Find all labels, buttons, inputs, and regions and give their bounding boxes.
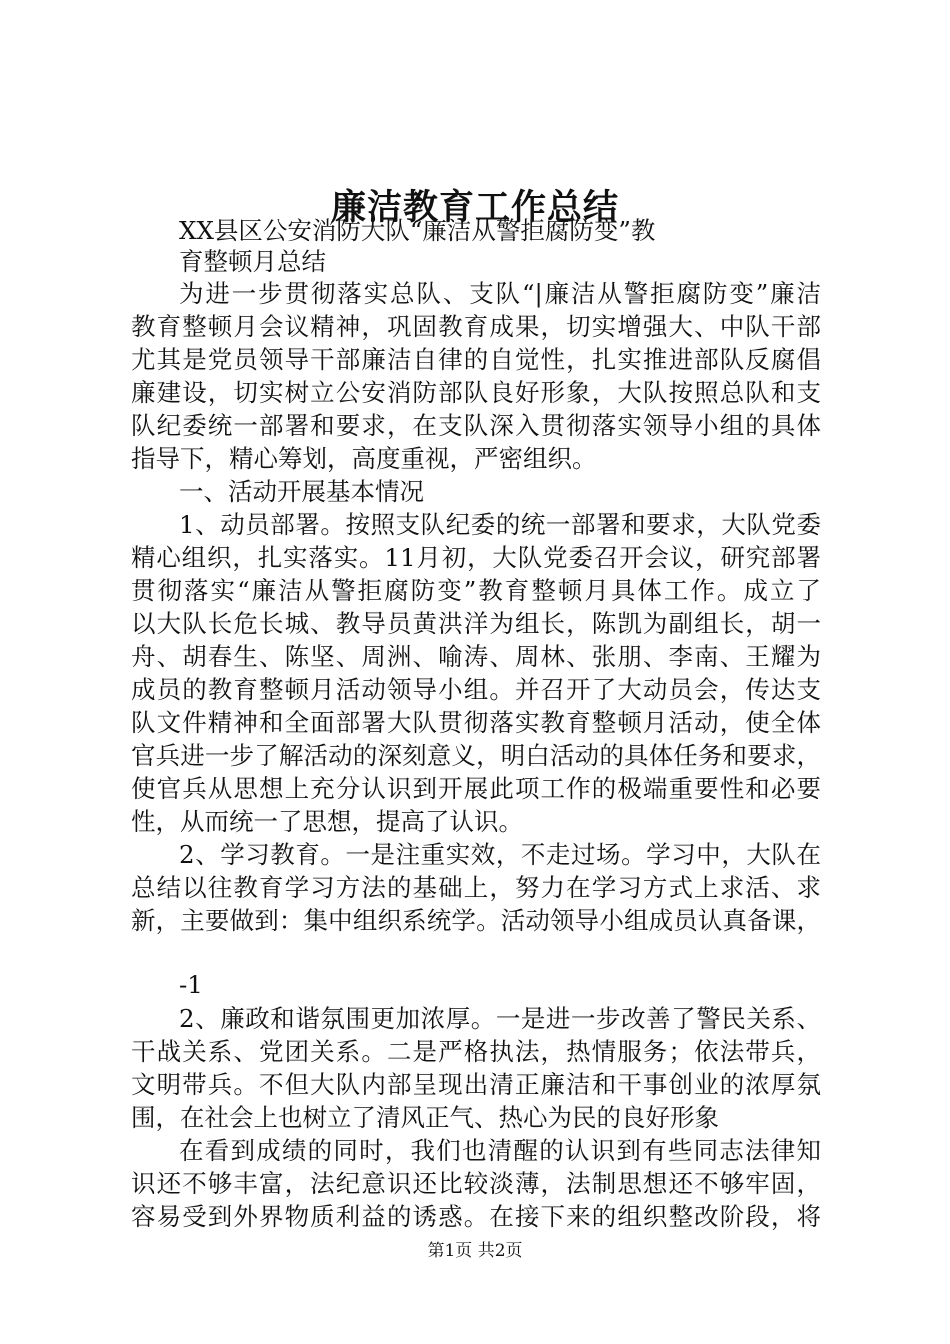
paragraph-intro-line: 队纪委统一部署和要求，在支队深入贯彻落实领导小组的具体 xyxy=(131,411,821,440)
paragraph-mobilization-line: 成员的教育整顿月活动领导小组。并召开了大动员会，传达支 xyxy=(131,675,821,704)
paragraph-shortcomings-line: 识还不够丰富，法纪意识还比较淡薄，法制思想还不够牢固， xyxy=(131,1169,821,1198)
paragraph-mobilization-line: 以大队长危长城、教导员黄洪洋为组长，陈凯为副组长，胡一 xyxy=(131,609,821,638)
paragraph-study-line: 总结以往教育学习方法的基础上，努力在学习方式上求活、求 xyxy=(131,873,821,902)
paragraph-mobilization-line: 1、动员部署。按照支队纪委的统一部署和要求，大队党委 xyxy=(179,510,821,539)
paragraph-mobilization-line: 队文件精神和全面部署大队贯彻落实教育整顿月活动，使全体 xyxy=(131,708,821,737)
paragraph-intro-line: 为进一步贯彻落实总队、支队“|廉洁从警拒腐防变”廉洁 xyxy=(179,279,821,308)
paragraph-mobilization-line: 性，从而统一了思想，提高了认识。 xyxy=(131,807,523,836)
paragraph-mobilization-line: 贯彻落实“廉洁从警拒腐防变”教育整顿月具体工作。成立了 xyxy=(131,576,821,605)
paragraph-study-line: 新，主要做到：集中组织系统学。活动领导小组成员认真备课， xyxy=(131,906,821,935)
paragraph-mobilization-line: 官兵进一步了解活动的深刻意义，明白活动的具体任务和要求， xyxy=(131,741,821,770)
paragraph-atmosphere-line: 2、廉政和谐氛围更加浓厚。一是进一步改善了警民关系、 xyxy=(179,1004,821,1033)
paragraph-intro-line: 教育整顿月会议精神，巩固教育成果，切实增强大、中队干部 xyxy=(131,312,821,341)
subtitle-line-1: XX县区公安消防大队“廉洁从警拒腐防变”教 xyxy=(179,216,656,245)
paragraph-mobilization-line: 舟、胡春生、陈坚、周洲、喻涛、周林、张朋、李南、王耀为 xyxy=(131,642,821,671)
paragraph-intro-line: 廉建设，切实树立公安消防部队良好形象，大队按照总队和支 xyxy=(131,378,821,407)
paragraph-intro-line: 指导下，精心筹划，高度重视，严密组织。 xyxy=(131,444,597,473)
paragraph-mobilization-line: 精心组织，扎实落实。11月初，大队党委召开会议，研究部署 xyxy=(131,543,821,572)
document-title: 廉洁教育工作总结 xyxy=(330,187,619,228)
paragraph-shortcomings-line: 在看到成绩的同时，我们也清醒的认识到有些同志法律知 xyxy=(179,1136,821,1165)
page-number-footer: 第1页 共2页 xyxy=(427,1241,523,1261)
paragraph-shortcomings-line: 容易受到外界物质利益的诱惑。在接下来的组织整改阶段，将 xyxy=(131,1202,821,1231)
page-marker: -1 xyxy=(179,970,203,999)
paragraph-intro-line: 尤其是党员领导干部廉洁自律的自觉性，扎实推进部队反腐倡 xyxy=(131,345,821,374)
subtitle-line-2: 育整顿月总结 xyxy=(179,247,326,276)
paragraph-atmosphere-line: 围，在社会上也树立了清风正气、热心为民的良好形象 xyxy=(131,1103,719,1132)
paragraph-atmosphere-line: 文明带兵。不但大队内部呈现出清正廉洁和干事创业的浓厚氛 xyxy=(131,1070,821,1099)
paragraph-study-line: 2、学习教育。一是注重实效，不走过场。学习中，大队在 xyxy=(179,840,821,869)
paragraph-atmosphere-line: 干战关系、党团关系。二是严格执法，热情服务；依法带兵， xyxy=(131,1037,821,1066)
section-heading: 一、活动开展基本情况 xyxy=(179,477,424,506)
paragraph-mobilization-line: 使官兵从思想上充分认识到开展此项工作的极端重要性和必要 xyxy=(131,774,821,803)
